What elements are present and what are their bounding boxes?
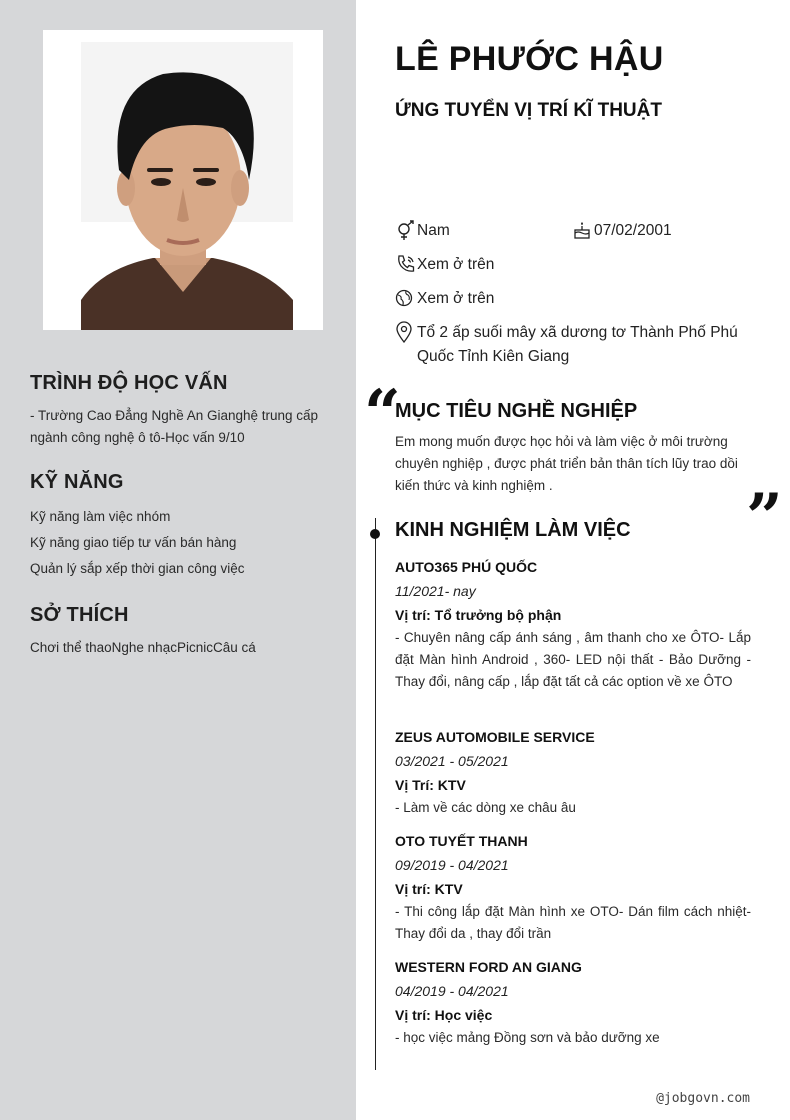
address-row bbox=[395, 321, 751, 369]
location-pin-icon bbox=[395, 321, 417, 343]
job-date: 09/2019 - 04/2021 bbox=[395, 857, 509, 873]
dob-value: 07/02/2001 bbox=[594, 222, 672, 239]
job-description: - Làm về các dòng xe châu âu bbox=[395, 800, 576, 815]
hobbies-text: Chơi thể thaoNghe nhạcPicnicCâu cá bbox=[30, 640, 256, 655]
job-company: AUTO365 PHÚ QUỐC bbox=[395, 559, 538, 575]
job-date: 11/2021- nay bbox=[395, 583, 476, 599]
skills-heading: KỸ NĂNG bbox=[30, 471, 124, 493]
job-date: 03/2021 - 05/2021 bbox=[395, 753, 509, 769]
applied-position: ỨNG TUYỂN VỊ TRÍ KĨ THUẬT bbox=[395, 100, 662, 121]
skill-item: Kỹ năng làm việc nhóm bbox=[30, 509, 171, 524]
portrait-image bbox=[43, 30, 323, 330]
dob-row bbox=[572, 219, 672, 243]
objective-text: Em mong muốn được học hỏi và làm việc ở môi trường chuyên nghiệp , được phát triển bản thân tích lũy trao dồi kiến thức và kinh nghiệm . bbox=[395, 434, 738, 493]
job-entry bbox=[395, 725, 751, 819]
website-value[interactable]: Xem ở trên bbox=[417, 290, 495, 307]
timeline-line bbox=[375, 518, 376, 1070]
phone-row bbox=[395, 253, 494, 277]
job-role: Vị Trí: KTV bbox=[395, 777, 466, 793]
job-role: Vị trí: Tổ trưởng bộ phận bbox=[395, 607, 562, 623]
job-date: 04/2019 - 04/2021 bbox=[395, 983, 509, 999]
experience-heading: KINH NGHIỆM LÀM VIỆC bbox=[395, 519, 631, 541]
job-description: - Thi công lắp đặt Màn hình xe OTO- Dán film cách nhiệt- Thay đổi da , thay đổi trần bbox=[395, 904, 751, 941]
gender-row bbox=[395, 219, 450, 243]
hobbies-heading: SỞ THÍCH bbox=[30, 604, 129, 626]
objective-heading: MỤC TIÊU NGHỀ NGHIỆP bbox=[395, 400, 638, 422]
education-section bbox=[30, 372, 340, 449]
phone-value[interactable]: Xem ở trên bbox=[417, 256, 495, 273]
address-value: Tổ 2 ấp suối mây xã dương tơ Thành Phố Phú Quốc Tỉnh Kiên Giang bbox=[417, 324, 738, 365]
gender-value: Nam bbox=[417, 222, 450, 239]
birthday-cake-icon bbox=[572, 219, 594, 241]
globe-icon bbox=[395, 287, 417, 309]
education-text: - Trường Cao Đẳng Nghề An Gianghệ trung cấp ngành công nghệ ô tô-Học vấn 9/10 bbox=[30, 408, 319, 445]
job-entry bbox=[395, 955, 751, 1049]
job-entry bbox=[395, 829, 751, 945]
skill-item: Quản lý sắp xếp thời gian công việc bbox=[30, 561, 245, 576]
job-entry bbox=[395, 555, 751, 693]
close-quote-icon: ” bbox=[746, 480, 783, 555]
skills-section bbox=[30, 471, 340, 582]
gender-icon bbox=[395, 219, 417, 241]
job-company: OTO TUYẾT THANH bbox=[395, 833, 528, 849]
skill-item: Kỹ năng giao tiếp tư vấn bán hàng bbox=[30, 535, 237, 550]
job-description: - học việc mảng Đồng sơn và bảo dưỡng xe bbox=[395, 1030, 660, 1045]
job-description: - Chuyên nâng cấp ánh sáng , âm thanh cho xe ÔTO- Lắp đặt Màn hình Android , 360- LED nội thất - Bảo Dưỡng - Thay đổi, nâng cấp , lắp đặt tất cả các option về xe ÔTO bbox=[395, 630, 751, 689]
job-company: ZEUS AUTOMOBILE SERVICE bbox=[395, 729, 595, 745]
phone-icon bbox=[395, 253, 417, 275]
timeline-dot bbox=[370, 529, 380, 539]
job-company: WESTERN FORD AN GIANG bbox=[395, 959, 582, 975]
watermark: @jobgovn.com bbox=[656, 1091, 750, 1106]
website-row bbox=[395, 287, 494, 311]
education-heading: TRÌNH ĐỘ HỌC VẤN bbox=[30, 372, 228, 394]
job-role: Vị trí: KTV bbox=[395, 881, 463, 897]
candidate-name: LÊ PHƯỚC HẬU bbox=[395, 40, 664, 78]
hobbies-section bbox=[30, 604, 340, 659]
open-quote-icon: “ bbox=[364, 376, 401, 451]
job-role: Vị trí: Học việc bbox=[395, 1007, 493, 1023]
profile-photo bbox=[43, 30, 323, 330]
